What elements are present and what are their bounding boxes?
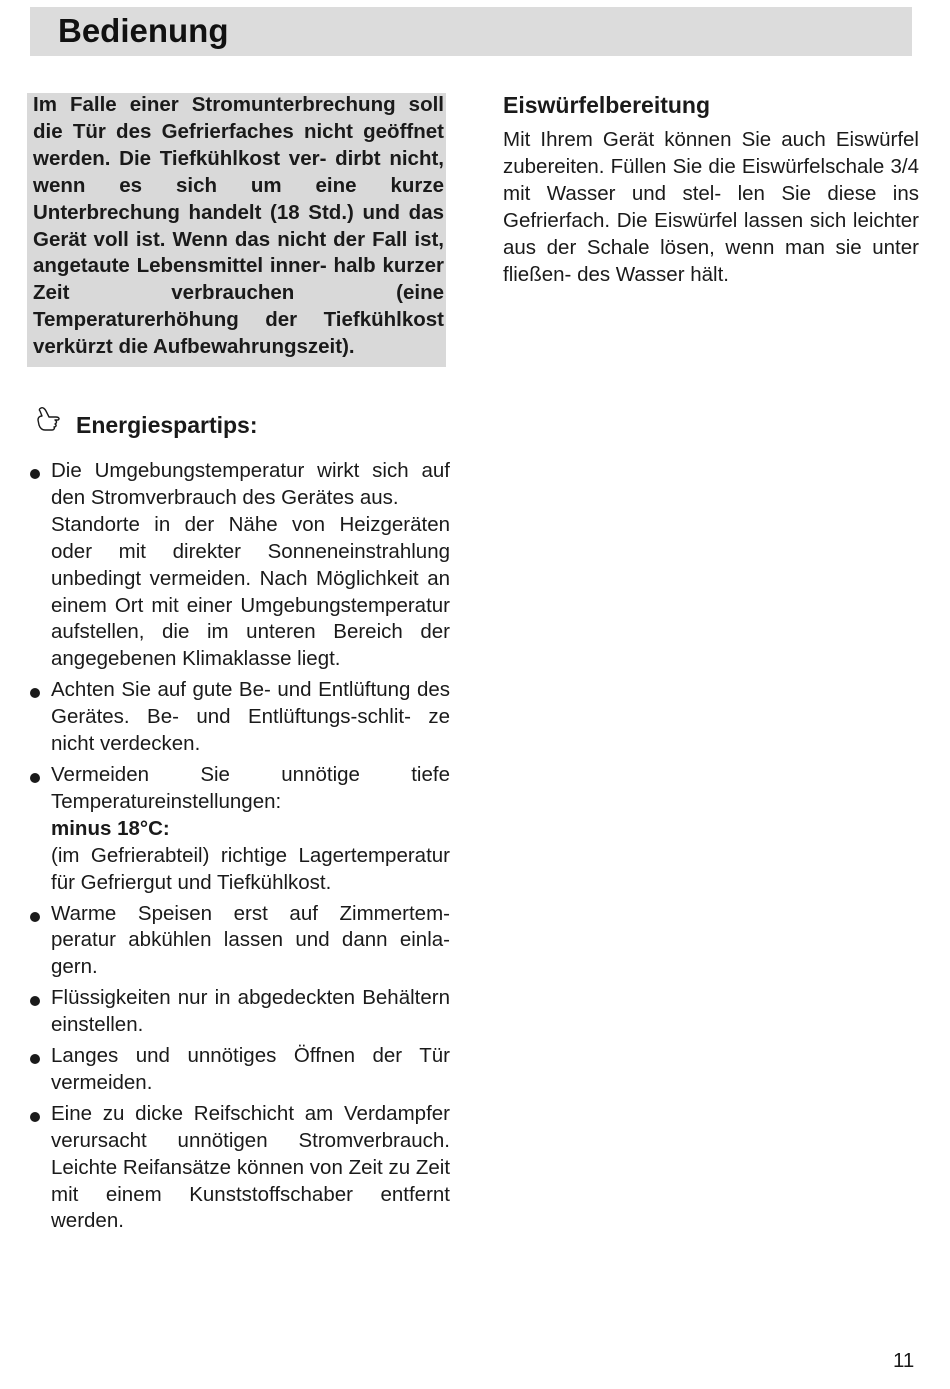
- tip-item: [28, 1101, 450, 1236]
- pointing-hand-icon: [36, 405, 64, 439]
- energy-tips-title: Energiespartips:: [76, 412, 258, 438]
- text-line: Im Falle einer Stromunterbrechung: [33, 93, 396, 116]
- text-line: len Sie diese ins Gefrierfach. Die: [503, 181, 919, 232]
- text-line: vermeiden.: [51, 1070, 153, 1094]
- tip-paragraph: [51, 843, 450, 897]
- tip-paragraph: [51, 1043, 450, 1097]
- ice-cube-text: [503, 127, 919, 288]
- text-line: können von Zeit zu Zeit mit einem: [51, 1155, 451, 1206]
- text-line: oder mit direkter Sonneneinstrahlung: [51, 539, 450, 563]
- tip-paragraph: [51, 762, 450, 816]
- text-line: Klimaklasse liegt.: [182, 647, 341, 671]
- tip-paragraph: [51, 458, 450, 512]
- bullet-icon: [30, 996, 40, 1006]
- text-line: Temperatureinstellungen:: [51, 789, 282, 813]
- ice-cube-heading: Eiswürfelbereitung: [503, 92, 711, 118]
- text-line: soll die Tür des Gefrierfaches nicht: [33, 93, 444, 143]
- text-line: Eiswürfelschale 3/4 mit Wasser und stel-: [503, 154, 919, 205]
- text-line: Schale lösen, wenn man sie unter fließen-: [503, 235, 919, 286]
- text-line: Temperaturerhöhung der Tiefkühlkost: [33, 308, 444, 332]
- text-line: Fall ist, angetaute Lebensmittel inner-: [33, 227, 444, 278]
- text-line: Eine zu dicke Reifschicht am: [51, 1101, 334, 1125]
- text-line: ze nicht verdecken.: [51, 705, 450, 756]
- text-line: Behältern einstellen.: [51, 986, 450, 1037]
- text-line: im unteren Bereich der angegebenen: [51, 620, 450, 671]
- bullet-icon: [30, 773, 40, 783]
- bullet-icon: [30, 1112, 40, 1122]
- text-line: Kunststoffschaber entfernt werden.: [51, 1182, 451, 1233]
- bullet-icon: [30, 469, 40, 479]
- text-line: des Gerätes. Be- und Entlüftungs-schlit-: [51, 678, 450, 729]
- tip-paragraph: [51, 816, 450, 843]
- energy-tips-list: [28, 458, 450, 1239]
- text-line: Eiswürfel lassen sich leichter aus der: [503, 208, 919, 259]
- text-line: geöffnet werden. Die Tiefkühlkost ver-: [33, 119, 444, 170]
- text-line: Warme Speisen erst auf Zimmertem-: [51, 901, 450, 925]
- text-line: minus 18°C:: [51, 816, 170, 840]
- text-line: Standorte in der Nähe von Heizgeräten: [51, 512, 450, 536]
- text-line: verkürzt die Aufbewahrungszeit).: [33, 335, 355, 359]
- section-header: [30, 7, 912, 56]
- notice-text: [33, 92, 444, 361]
- page-number: 11: [893, 1349, 915, 1372]
- tip-paragraph: [51, 677, 450, 758]
- tip-item: [28, 458, 450, 673]
- text-line: an einem Ort mit einer: [51, 566, 451, 617]
- tip-item: [28, 985, 450, 1039]
- text-line: Mit Ihrem Gerät können Sie auch: [503, 128, 826, 151]
- text-line: Vermeiden Sie unnötige tiefe: [51, 762, 450, 786]
- tip-paragraph: [51, 901, 450, 982]
- text-line: Die Umgebungstemperatur wirkt sich: [51, 459, 409, 482]
- text-line: Langes und unnötiges Öffnen der Tür: [51, 1044, 450, 1068]
- power-outage-notice: [27, 93, 446, 367]
- text-line: auf den Stromverbrauch des Gerätes: [51, 459, 450, 509]
- tip-item: [28, 762, 450, 897]
- text-line: peratur abkühlen lassen und dann einla-: [51, 928, 450, 952]
- tip-paragraph: [51, 1101, 450, 1236]
- text-line: Stromverbrauch. Leichte Reifansätze: [51, 1128, 450, 1179]
- text-line: und Tiefkühlkost.: [177, 870, 332, 894]
- ice-cube-section: [503, 89, 919, 288]
- text-line: Unterbrechung handelt (18 Std.) und: [33, 200, 401, 224]
- tip-paragraph: [51, 985, 450, 1039]
- tip-paragraph: [51, 512, 450, 673]
- tip-item: [28, 1043, 450, 1097]
- text-line: gern.: [51, 955, 98, 979]
- text-line: das Gerät voll ist. Wenn das nicht der: [33, 200, 444, 251]
- bullet-icon: [30, 688, 40, 698]
- bullet-icon: [30, 912, 40, 922]
- tip-item: [28, 901, 450, 982]
- text-line: des Wasser hält.: [577, 262, 729, 286]
- bullet-icon: [30, 1054, 40, 1064]
- text-line: Verdampfer verursacht unnötigen: [51, 1101, 450, 1152]
- text-line: richtige Lagertemperatur für Gefriergut: [51, 843, 450, 894]
- text-line: Achten Sie auf gute Be- und Entlüftung: [51, 678, 411, 702]
- tip-item: [28, 677, 450, 758]
- text-line: dirbt nicht, wenn es sich um eine kurze: [33, 146, 444, 197]
- text-line: (im Gefrierabteil): [51, 843, 210, 867]
- text-line: unbedingt vermeiden. Nach Möglichkeit: [51, 566, 419, 590]
- text-line: Eiswürfel zubereiten. Füllen Sie die: [503, 128, 919, 178]
- text-line: aus.: [359, 485, 399, 509]
- text-line: halb kurzer Zeit verbrauchen (eine: [33, 254, 444, 305]
- page-title: Bedienung: [58, 12, 229, 49]
- text-line: Umgebungstemperatur aufstellen, die: [51, 593, 450, 644]
- text-line: Flüssigkeiten nur in abgedeckten: [51, 986, 356, 1010]
